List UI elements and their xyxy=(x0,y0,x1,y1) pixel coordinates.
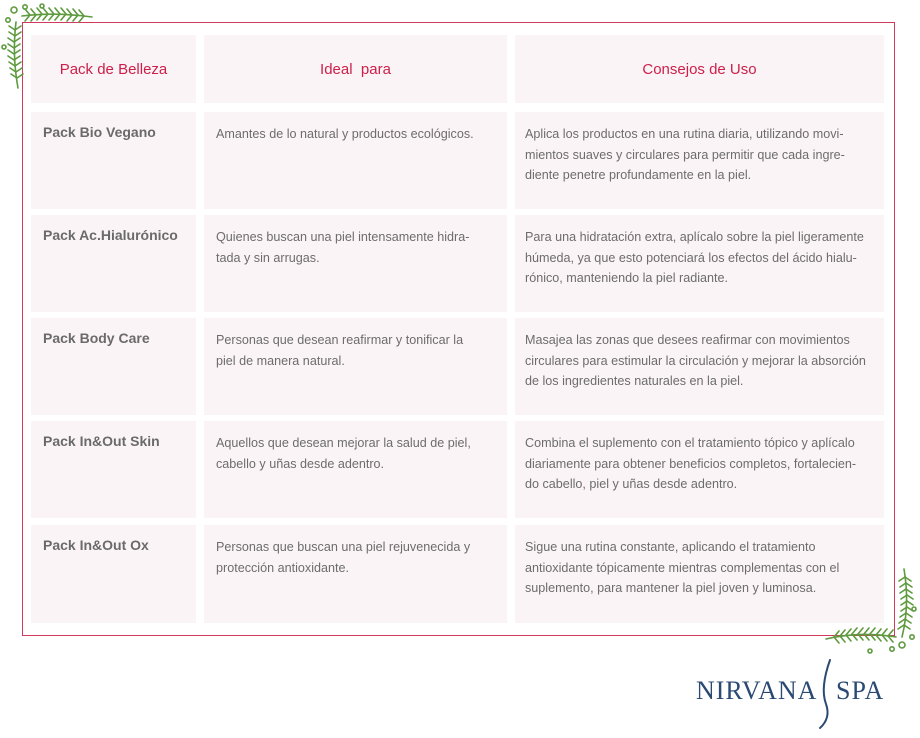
tips-line: diente penetre profundamente en la piel. xyxy=(525,168,752,182)
leaf-garland-icon xyxy=(0,0,100,95)
table-row-ideal xyxy=(204,421,507,518)
tips-line: diariamente para obtener beneficios completos, fortalecien- xyxy=(525,456,857,471)
table-row-name: Pack Ac.Hialurónico xyxy=(31,215,196,312)
tips-line: Sigue una rutina constante, aplicando el tratamiento xyxy=(525,540,816,554)
header-pack: Pack de Belleza xyxy=(31,35,196,103)
tips-line: do cabello, piel y uñas desde adentro. xyxy=(525,477,738,491)
table-row-name: Pack In&Out Skin xyxy=(31,421,196,518)
ideal-line: Personas que desean reafirmar y tonificar la xyxy=(216,333,464,347)
tips-line: Para una hidratación extra, aplícalo sobre la piel ligeramente xyxy=(525,230,864,244)
ideal-line: tada y sin arrugas. xyxy=(216,250,320,265)
tips-line: de los ingredientes naturales en la piel. xyxy=(525,374,744,388)
logo-word-spa: SPA xyxy=(836,676,885,705)
tips-line: suplemento, para mantener la piel joven y luminosa. xyxy=(525,581,817,595)
tips-line: Aplica los productos en una rutina diaria, utilizando movi- xyxy=(525,127,844,141)
table-row-name: Pack Body Care xyxy=(31,318,196,415)
ideal-line: protección antioxidante. xyxy=(216,560,350,575)
table-row-name: Pack Bio Vegano xyxy=(31,112,196,209)
table-row-ideal xyxy=(204,215,507,312)
table-row-tips xyxy=(515,421,884,518)
header-ideal: Ideal para xyxy=(204,35,507,103)
logo-word-nirvana: NIRVANA xyxy=(696,676,818,705)
ideal-line: Quienes buscan una piel intensamente hidra- xyxy=(216,230,470,244)
tips-line: Combina el suplemento con el tratamiento tópico y aplícalo xyxy=(525,436,855,450)
ideal-line: cabello y uñas desde adentro. xyxy=(216,456,385,471)
ideal-line: piel de manera natural. xyxy=(216,353,345,368)
nirvana-spa-logo xyxy=(692,658,902,730)
tips-line: húmeda, ya que esto potenciará los efectos del ácido hialu- xyxy=(525,250,857,265)
table-row-ideal xyxy=(204,525,507,623)
tips-line: circulares para estimular la circulación y mejorar la absorción xyxy=(525,353,866,368)
table-row-name: Pack In&Out Ox xyxy=(31,525,196,623)
ideal-line: Aquellos que desean mejorar la salud de piel, xyxy=(216,436,471,450)
ideal-line: Personas que buscan una piel rejuvenecida y xyxy=(216,540,471,554)
tips-line: rónico, manteniendo la piel radiante. xyxy=(525,271,729,285)
table-row-tips xyxy=(515,112,884,209)
logo-swash-icon xyxy=(816,658,836,730)
tips-line: mientos suaves y circulares para permitir que cada ingre- xyxy=(525,147,845,162)
table-row-ideal xyxy=(204,318,507,415)
table-row-ideal xyxy=(204,112,507,209)
leaf-garland-icon xyxy=(818,565,920,660)
header-tips: Consejos de Uso xyxy=(515,35,884,103)
tips-line: antioxidante tópicamente mientras complementas con el xyxy=(525,560,840,575)
ideal-line: Amantes de lo natural y productos ecológicos. xyxy=(216,127,474,141)
table-row-tips xyxy=(515,318,884,415)
tips-line: Masajea las zonas que desees reafirmar con movimientos xyxy=(525,333,850,347)
table-row-tips xyxy=(515,215,884,312)
